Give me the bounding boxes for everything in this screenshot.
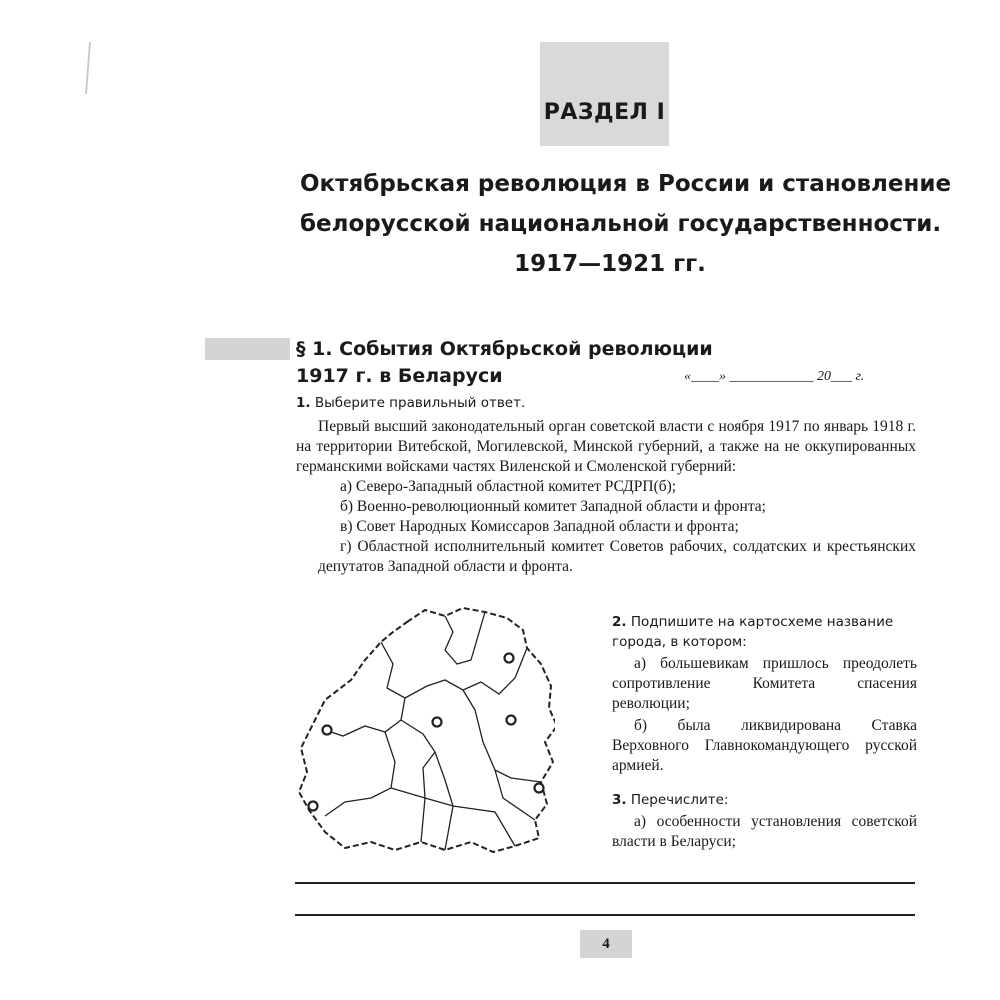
question-1-body: [296, 417, 916, 577]
question-instruction: Подпишите на картосхеме название города, в котором:: [612, 614, 894, 650]
city-marker: [433, 718, 442, 727]
question-item: а) особенности установления советской власти в Беларуси;: [612, 813, 917, 850]
map-region-line: [381, 642, 527, 698]
answer-option[interactable]: в) Совет Народных Комиссаров Западной области и фронта;: [340, 518, 739, 535]
date-field[interactable]: «____» ____________ 20___ г.: [684, 369, 865, 384]
question-item: а) большевикам пришлось преодолеть сопротивление Комитета спасения революции;: [612, 655, 917, 712]
map-border: [299, 608, 555, 852]
section-label: РАЗДЕЛ I: [543, 99, 666, 125]
page-number-box: [580, 930, 632, 958]
answer-line[interactable]: [295, 882, 915, 884]
question-text: Первый высший законодательный орган советской власти с ноября 1917 по январь 1918 г. на территории Витебской, Могилевской, Минской губерний, а также на не оккупированных германскими войсками частях Виленской и Смоленской губерний:: [296, 418, 916, 475]
map-region-line: [445, 612, 485, 664]
map-region-line: [391, 788, 425, 798]
answer-option[interactable]: г) Областной исполнительный комитет Советов рабочих, солдатских и крестьянских депутатов Западной области и фронта.: [318, 538, 916, 575]
question-number: 3.: [612, 792, 627, 808]
chapter-title: [300, 164, 952, 284]
city-marker: [535, 784, 544, 793]
question-3: [612, 790, 917, 852]
answer-option[interactable]: а) Северо-Западный областной комитет РСДРП(б);: [340, 478, 677, 495]
belarus-map[interactable]: [295, 602, 555, 864]
city-marker: [505, 654, 514, 663]
chapter-title-line: Октябрьская революция в России и становление: [300, 171, 952, 197]
question-2: [612, 612, 917, 776]
question-number: 1.: [296, 395, 311, 411]
chapter-title-line: 1917—1921 гг.: [514, 251, 706, 277]
question-instruction: Перечислите:: [630, 792, 729, 808]
paragraph-heading: [296, 336, 713, 390]
map-region-line: [425, 798, 515, 846]
map-region-line: [463, 690, 541, 782]
map-region-line: [401, 720, 453, 850]
question-item: б) была ликвидирована Ставка Верховного Главнокомандующего русской армией.: [612, 717, 917, 774]
paragraph-marker-bar: [205, 338, 290, 360]
margin-decoration: [84, 42, 92, 94]
map-region-line: [325, 732, 395, 816]
map-region-line: [495, 770, 535, 820]
question-2-heading: [612, 612, 917, 652]
paragraph-heading-line: 1917 г. в Беларуси: [296, 365, 503, 387]
answer-option[interactable]: б) Военно-революционный комитет Западной области и фронта;: [340, 498, 766, 515]
page-number: 4: [602, 935, 610, 952]
question-instruction: Выберите правильный ответ.: [314, 395, 526, 411]
question-number: 2.: [612, 614, 627, 630]
answer-line[interactable]: [295, 914, 915, 916]
city-marker: [507, 716, 516, 725]
map-region-line: [325, 698, 405, 736]
question-1-heading: [296, 395, 525, 411]
paragraph-heading-line: § 1. События Октябрьской революции: [296, 338, 713, 360]
city-marker: [309, 802, 318, 811]
question-3-heading: [612, 790, 917, 810]
city-marker: [323, 726, 332, 735]
chapter-title-line: белорусской национальной государственности.: [300, 211, 942, 237]
section-header-box: [540, 42, 669, 146]
